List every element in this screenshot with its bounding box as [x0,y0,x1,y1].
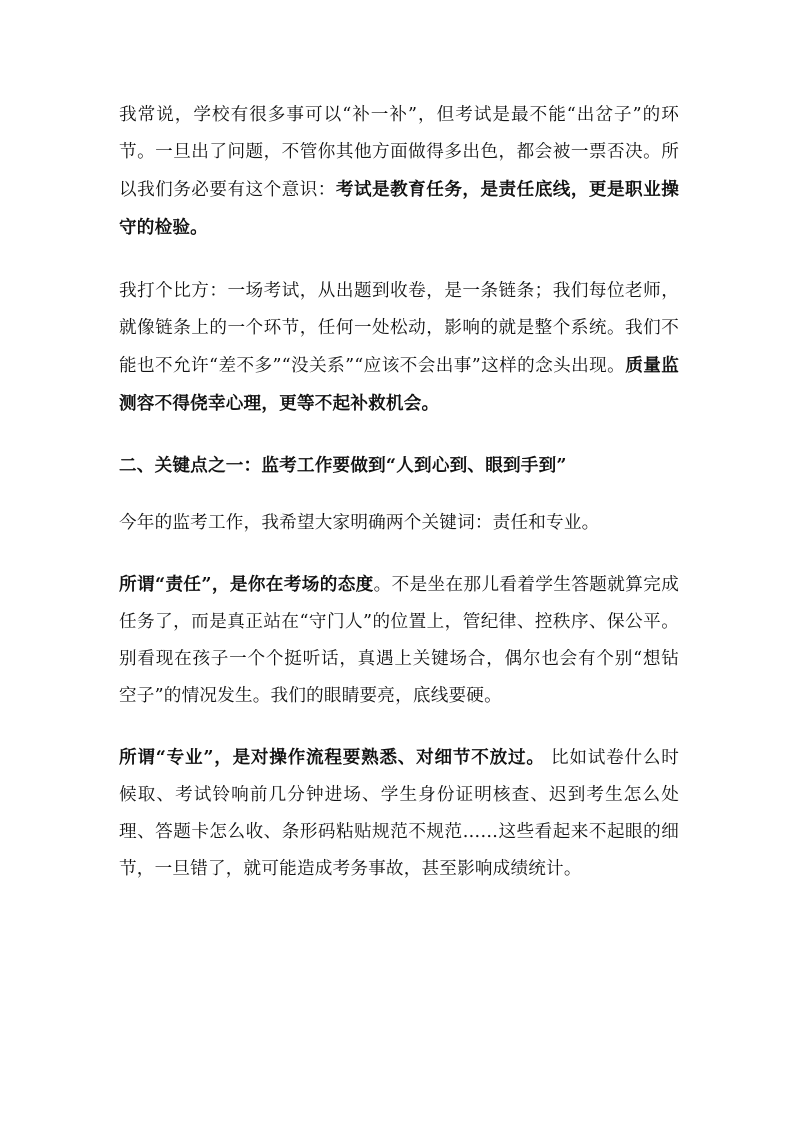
paragraph-bold-text: 质量监测容不得侥幸心理，更等不起补救机会。 [119,355,679,414]
paragraph-text: 。不是坐在那儿看着学生答题就算完成任务了，而是真正站在“守门人”的位置上，管纪律、控秩序、保公平。别看现在孩子一个个挺听话，真遇上关键场合，偶尔也会有个别“想钻空子”的情况发生。我们的眼睛要亮，底线要硬。 [119,575,679,706]
paragraph-text: 我打个比方：一场考试，从出题到收卷，是一条链条；我们每位老师，就像链条上的一个环节，任何一处松动，影响的就是整个系统。我们不能也不允许“差不多”“没关系”“应该不会出事”这样的念头出现。 [119,281,679,376]
paragraph-responsibility [119,566,679,715]
paragraph-text: 比如试卷什么时候取、考试铃响前几分钟进场、学生身份证明核查、迟到考生怎么处理、答题卡怎么收、条形码粘贴规范不规范……这些看起来不起眼的细节，一旦错了，就可能造成考务事故，甚至影响成绩统计。 [119,748,679,879]
paragraph-bold-text: 所谓“专业”，是对操作流程要熟悉、对细节不放过。 [119,747,545,768]
section-heading: 二、关键点之一：监考工作要做到“人到心到、眼到手到” [119,455,567,476]
document-body [119,97,679,888]
paragraph-chain-analogy [119,273,679,423]
paragraph-bold-text: 考试是教育任务，是责任底线，更是职业操守的检验。 [119,179,679,238]
paragraph-professionalism [119,739,679,888]
paragraph-text: 今年的监考工作，我希望大家明确两个关键词：责任和专业。 [119,513,600,533]
paragraph-text: 我常说，学校有很多事可以“补一补”，但考试是最不能“出岔子”的环节。一旦出了问题，不管你其他方面做得多出色，都会被一票否决。所以我们务必要有这个意识： [119,105,679,200]
paragraph-bold-text: 所谓“责任”，是你在考场的态度 [119,574,374,595]
paragraph-exam-importance [119,97,679,247]
paragraph-keywords [119,505,679,542]
